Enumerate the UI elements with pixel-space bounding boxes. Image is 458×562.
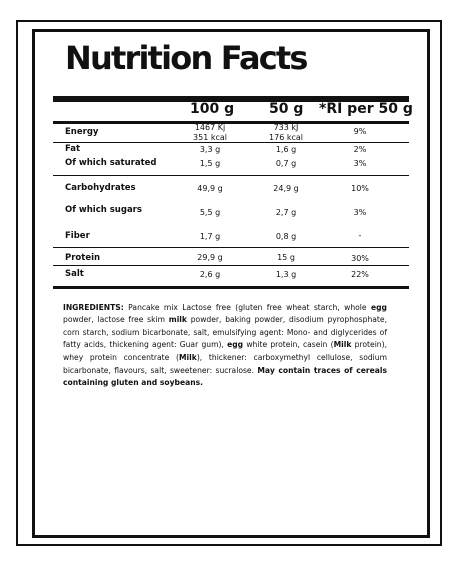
value-protein-100g: 29,9 g xyxy=(197,253,223,262)
row-label-fiber: Fiber xyxy=(65,231,90,241)
header-rule xyxy=(53,121,409,124)
value-carbohydrates-ri: 10% xyxy=(351,184,369,193)
value-energy-100g-kcal: 351 kcal xyxy=(193,133,227,142)
ingredients-bold-segment: egg xyxy=(370,302,387,312)
row-divider xyxy=(53,142,409,143)
row-divider xyxy=(53,265,409,266)
row-label-carbohydrates: Carbohydrates xyxy=(65,183,136,193)
nutrition-label xyxy=(32,29,430,538)
value-energy-50g-kj: 733 kJ xyxy=(273,123,299,132)
row-divider xyxy=(53,247,409,248)
value-sugars-ri: 3% xyxy=(353,208,367,217)
value-fiber-ri: - xyxy=(358,231,362,240)
column-header-50g: 50 g xyxy=(269,101,304,117)
row-label-protein: Protein xyxy=(65,253,101,263)
row-divider xyxy=(53,175,409,176)
value-saturated-ri: 3% xyxy=(353,159,367,168)
row-label-sugars: Of which sugars xyxy=(65,205,142,215)
value-salt-ri: 22% xyxy=(351,270,369,279)
ingredients-segment: powder, baking powder, disodium pyrophosphate, corn starch, sodium bicarbonate, salt, emulsifying agent: Mono- and diglycerides of fatty acids, thickening agent: Guar gum), xyxy=(63,315,387,350)
label-title: Nutrition Facts xyxy=(65,39,307,77)
ingredients-bold-segment: Milk xyxy=(333,340,352,350)
ingredients-text xyxy=(63,302,387,390)
value-saturated-50g: 0,7 g xyxy=(275,159,297,168)
value-fiber-100g: 1,7 g xyxy=(199,232,221,241)
ingredients-bold-segment: Milk xyxy=(178,352,197,362)
column-header-100g: 100 g xyxy=(190,101,235,117)
value-protein-ri: 30% xyxy=(351,254,369,263)
row-label-fat: Fat xyxy=(65,144,81,154)
value-fat-ri: 2% xyxy=(353,145,367,154)
value-sugars-50g: 2,7 g xyxy=(275,208,297,217)
row-label-energy: Energy xyxy=(65,127,99,137)
ingredients-segment: white protein, casein ( xyxy=(243,340,334,350)
value-fiber-50g: 0,8 g xyxy=(275,232,297,241)
value-energy-ri: 9% xyxy=(353,127,367,136)
value-carbohydrates-50g: 24,9 g xyxy=(273,184,299,193)
value-energy-100g-kj: 1467 Kj xyxy=(194,123,226,132)
value-protein-50g: 15 g xyxy=(277,253,295,262)
ingredients-segment: powder, lactose free skim xyxy=(63,315,169,325)
ingredients-segment: ), thickener: carboxymethyl cellulose, sodium bicarbonate, flavours, salt, sweetener: sucralose. xyxy=(63,352,387,375)
value-salt-100g: 2,6 g xyxy=(199,270,221,279)
value-salt-50g: 1,3 g xyxy=(275,270,297,279)
row-label-salt: Salt xyxy=(65,269,84,279)
row-label-saturated: Of which saturated xyxy=(65,158,157,168)
value-fat-50g: 1,6 g xyxy=(275,145,297,154)
ingredients-bold-segment: milk xyxy=(168,315,187,325)
value-fat-100g: 3,3 g xyxy=(199,145,221,154)
value-energy-50g-kcal: 176 kcal xyxy=(269,133,303,142)
ingredients-bold-segment: May contain traces of cereals containing gluten and soybeans. xyxy=(63,365,387,388)
value-carbohydrates-100g: 49,9 g xyxy=(197,184,223,193)
ingredients-rule xyxy=(53,286,409,289)
ingredients-bold-segment: egg xyxy=(227,340,244,350)
value-sugars-100g: 5,5 g xyxy=(199,208,221,217)
value-saturated-100g: 1,5 g xyxy=(199,159,221,168)
ingredients-segment: protein), whey protein concentrate ( xyxy=(63,340,387,362)
column-header-ri: *RI per 50 g xyxy=(319,101,413,117)
ingredients-bold-segment: INGREDIENTS: xyxy=(63,302,124,312)
ingredients-segment: Pancake mix Lactose free (gluten free wheat starch, whole xyxy=(123,302,371,312)
